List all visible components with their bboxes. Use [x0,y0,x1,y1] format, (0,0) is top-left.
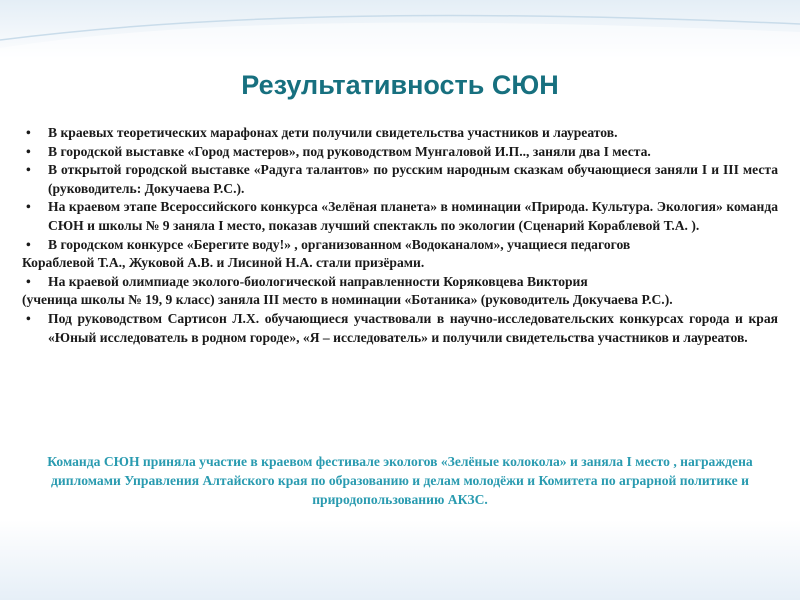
list-item-text: В краевых теоретических марафонах дети получили свидетельства участников и лауреатов. [48,125,618,140]
list-continuation-text: Кораблевой Т.А., Жуковой А.В. и Лисиной Н.А. стали призёрами. [22,255,425,271]
list-item-text: На краевом этапе Всероссийского конкурса «Зелёная планета» в номинации «Природа. Культура. Экология» команда СЮН и школы № 9 заняла I место, показав лучший спектакль по экологии (Сценарий Кораблевой Т.А. ). [48,199,778,233]
list-item-text: В городской выставке «Город мастеров», под руководством Мунгаловой И.П.., заняли два I места. [48,143,651,159]
bullet-marker: • [26,310,31,326]
achievements-list [22,124,778,347]
bullet-marker: • [26,143,31,159]
bullet-marker: • [26,162,31,178]
header-swoosh-decoration [0,10,800,60]
bullet-marker: • [26,236,31,252]
bullet-marker: • [26,125,31,140]
list-item-text: На краевой олимпиаде эколого-биологической направленности Коряковцева Виктория [48,273,588,289]
list-item-text: В городском конкурсе «Берегите воду!» , организованном «Водоканалом», учащиеся педагогов [48,236,631,252]
bullet-marker: • [26,199,31,215]
list-item [22,236,778,255]
list-item-text: В открытой городской выставке «Радуга талантов» по русским народным сказкам обучающиеся заняли I и III места (руководитель: Докучаева Р.С.). [48,162,778,196]
list-item [22,124,778,143]
footer-background [0,520,800,600]
footer-summary: Команда СЮН приняла участие в краевом фестивале экологов «Зелёные колокола» и заняла I место , награждена дипломами Управления Алтайского края по образованию и делам молодёжи и Комитета по аграрной политике и природопользованию АКЗС. [47,454,753,507]
bullet-marker: • [26,273,31,289]
list-item [22,161,778,198]
list-continuation-span: (ученица школы № 19, 9 класс) заняла III место в номинации «Ботаника» (руководитель Докучаева Р.С.). [22,292,673,308]
slide-title: Результативность СЮН [241,70,559,100]
list-item [22,273,778,292]
list-item [22,198,778,235]
list-item [22,310,778,347]
list-item [22,143,778,162]
list-item-text: Под руководством Сартисон Л.Х. обучающиеся участвовали в научно-исследовательских конкурсах города и края «Юный исследователь в родном городе», «Я – исследователь» и получили свидетельства участников и лауреатов. [48,310,778,345]
list-continuation-text [22,291,778,310]
